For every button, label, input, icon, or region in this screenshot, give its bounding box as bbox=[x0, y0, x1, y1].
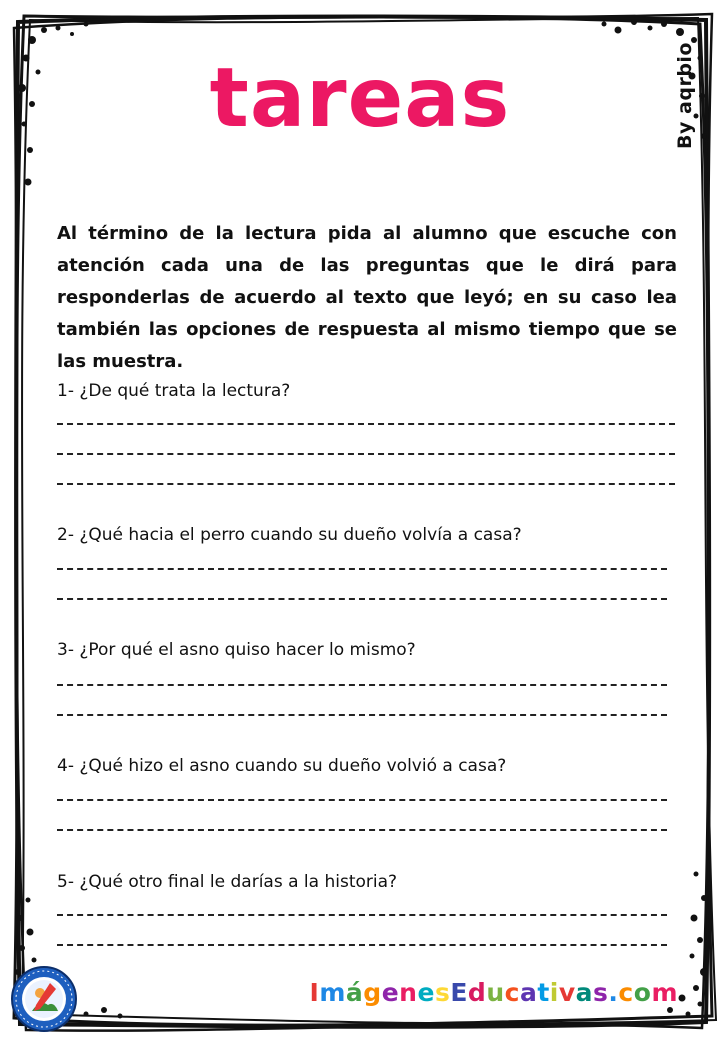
answer-line bbox=[57, 483, 675, 485]
author-signature: By aqrbio bbox=[674, 42, 696, 149]
answer-line bbox=[57, 684, 667, 686]
site-brand-text: ImágenesEducativas.com bbox=[309, 978, 678, 1007]
instructions-paragraph: Al término de la lectura pida al alumno que escuche con atención cada una de las preguntas que le dirá para responderlas de acuerdo al texto que leyó; en su caso lea también las opciones de respuesta al mismo tiempo que se las muestra. bbox=[57, 223, 677, 372]
question-2: 2- ¿Qué hacia el perro cuando su dueño volvía a casa? bbox=[57, 525, 522, 545]
question-3: 3- ¿Por qué el asno quiso hacer lo mismo? bbox=[57, 640, 416, 660]
page-title: tareas bbox=[209, 51, 511, 146]
answer-line bbox=[57, 799, 667, 801]
site-logo-icon bbox=[10, 965, 78, 1033]
answer-line bbox=[57, 453, 675, 455]
answer-line bbox=[57, 944, 667, 946]
answer-line bbox=[57, 568, 667, 570]
answer-line bbox=[57, 598, 667, 600]
answer-line bbox=[57, 714, 667, 716]
site-brand bbox=[310, 978, 678, 1007]
answer-line bbox=[57, 829, 667, 831]
question-4: 4- ¿Qué hizo el asno cuando su dueño volvió a casa? bbox=[57, 756, 507, 776]
answer-line bbox=[57, 914, 667, 916]
answer-line bbox=[57, 423, 675, 425]
question-5: 5- ¿Qué otro final le darías a la historia? bbox=[57, 872, 398, 892]
question-1: 1- ¿De qué trata la lectura? bbox=[57, 381, 291, 401]
